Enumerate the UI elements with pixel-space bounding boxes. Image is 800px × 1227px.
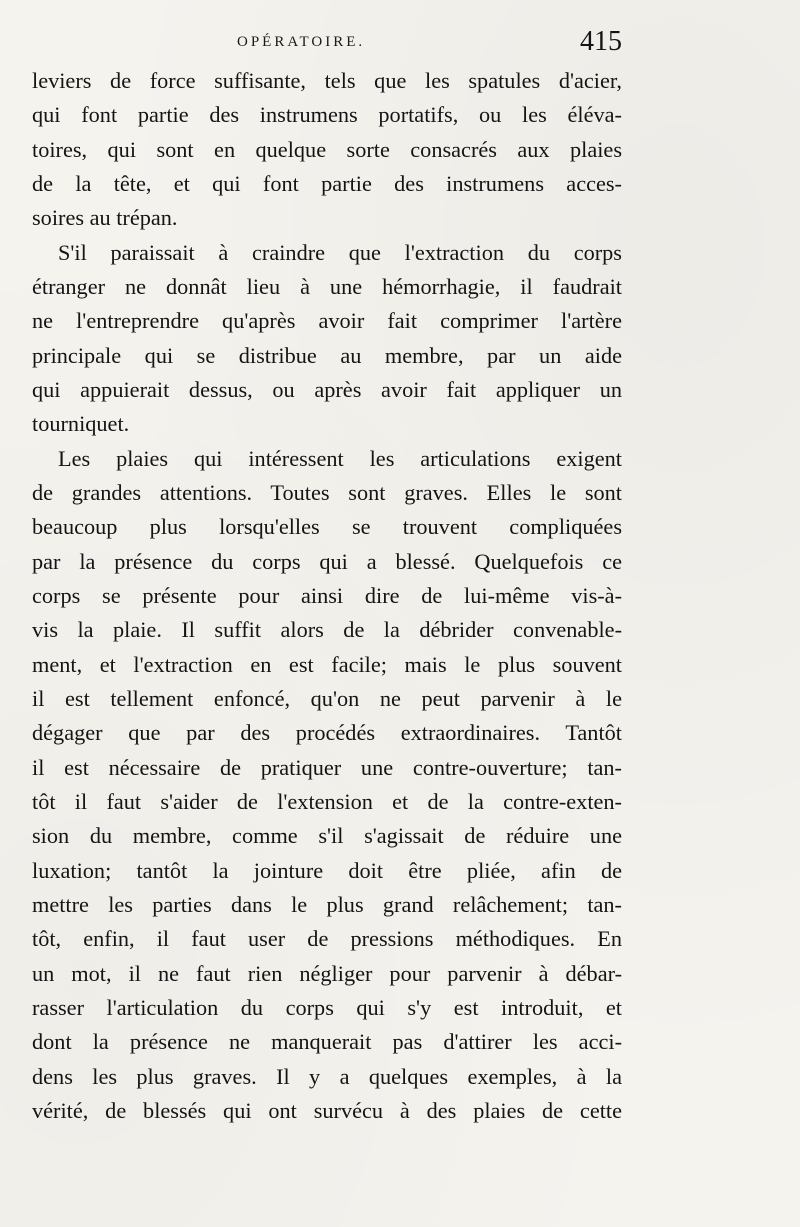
text-line: principale qui se distribue au membre, par un aide (32, 342, 622, 368)
text-line: de la tête, et qui font partie des instrumens acces- (32, 170, 622, 196)
page-header (32, 28, 622, 62)
text-line: étranger ne donnât lieu à une hémorrhagie, il faudrait (32, 273, 622, 299)
body-text (32, 64, 622, 1128)
text-line: ment, et l'extraction en est facile; mais le plus souvent (32, 651, 622, 677)
text-line: S'il paraissait à craindre que l'extraction du corps (58, 239, 622, 265)
text-line: toires, qui sont en quelque sorte consacrés aux plaies (32, 136, 622, 162)
text-line: un mot, il ne faut rien négliger pour parvenir à débar- (32, 960, 622, 986)
text-line: Les plaies qui intéressent les articulations exigent (58, 445, 622, 471)
text-line: ne l'entreprendre qu'après avoir fait comprimer l'artère (32, 308, 622, 334)
text-line: beaucoup plus lorsqu'elles se trouvent compliquées (32, 514, 622, 540)
text-line: dens les plus graves. Il y a quelques exemples, à la (32, 1063, 622, 1089)
text-line: luxation; tantôt la jointure doit être pliée, afin de (32, 857, 622, 883)
text-line: tôt il faut s'aider de l'extension et de la contre-exten- (32, 788, 622, 814)
text-line: qui font partie des instrumens portatifs, ou les éléva- (32, 102, 622, 128)
text-line: qui appuierait dessus, ou après avoir fait appliquer un (32, 376, 622, 402)
text-line: vis la plaie. Il suffit alors de la débrider convenable- (32, 617, 622, 643)
text-line: par la présence du corps qui a blessé. Quelquefois ce (32, 548, 622, 574)
text-line: soires au trépan. (32, 205, 178, 231)
text-line: de grandes attentions. Toutes sont graves. Elles le sont (32, 479, 622, 505)
text-line: mettre les parties dans le plus grand relâchement; tan- (32, 891, 622, 917)
text-line: tourniquet. (32, 411, 130, 437)
text-line: dégager que par des procédés extraordinaires. Tantôt (32, 720, 622, 746)
page-number: 415 (580, 26, 622, 57)
text-line: sion du membre, comme s'il s'agissait de réduire une (32, 823, 622, 849)
text-line: il est nécessaire de pratiquer une contre-ouverture; tan- (32, 754, 622, 780)
text-line: il est tellement enfoncé, qu'on ne peut parvenir à le (32, 685, 622, 711)
text-line: dont la présence ne manquerait pas d'attirer les acci- (32, 1029, 622, 1055)
text-line: vérité, de blessés qui ont survécu à des plaies de cette (32, 1097, 622, 1123)
text-line: corps se présente pour ainsi dire de lui-même vis-à- (32, 582, 622, 608)
text-line: tôt, enfin, il faut user de pressions méthodiques. En (32, 926, 622, 952)
text-line: leviers de force suffisante, tels que les spatules d'acier, (32, 68, 622, 93)
running-head: OPÉRATOIRE. (237, 34, 366, 50)
text-line: rasser l'articulation du corps qui s'y est introduit, et (32, 994, 622, 1020)
